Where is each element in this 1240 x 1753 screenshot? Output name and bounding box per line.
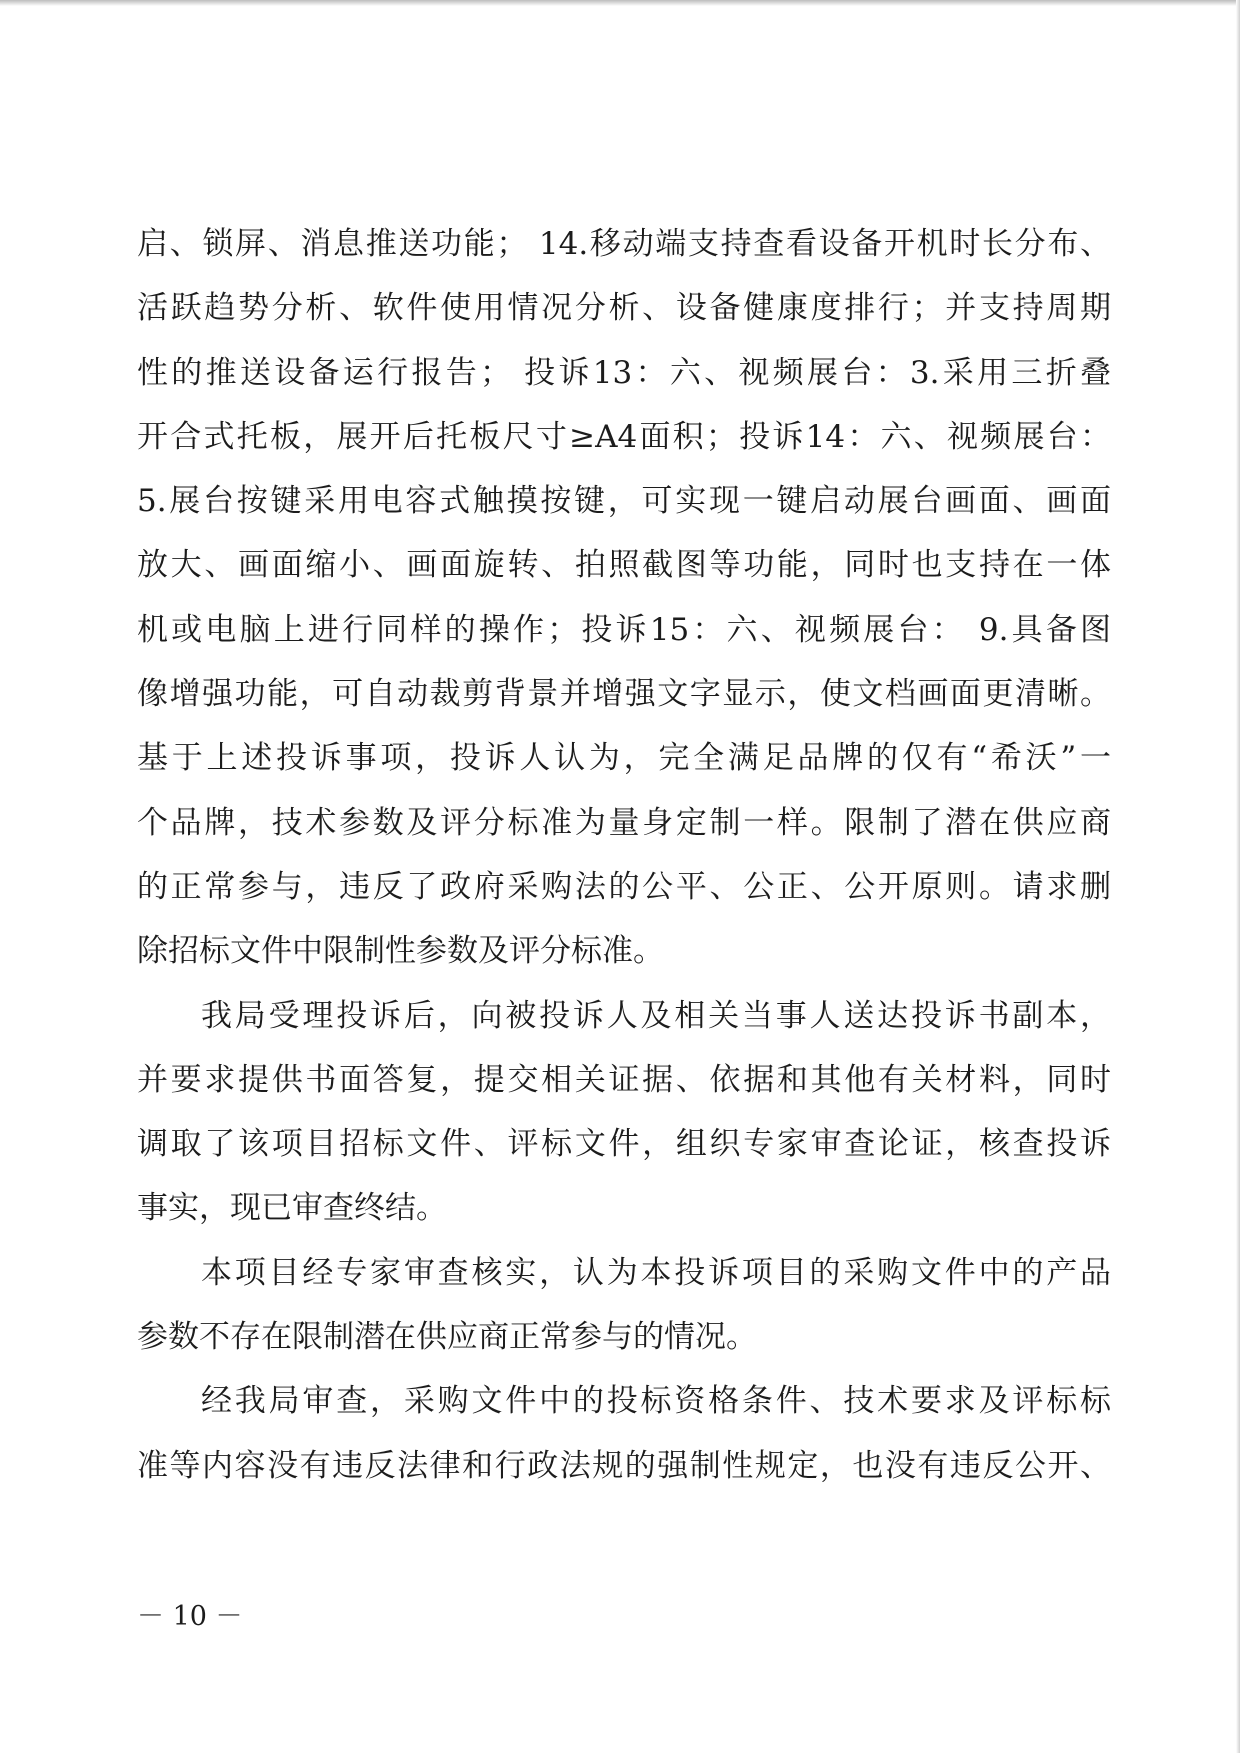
text-line: 性的推送设备运行报告； 投诉13：六、视频展台：3.采用三折叠 xyxy=(137,354,1111,391)
text-line: 事实，现已审查终结。 xyxy=(137,1190,447,1227)
text-line: 基于上述投诉事项，投诉人认为，完全满足品牌的仅有“希沃”一 xyxy=(137,740,1111,777)
text-line: 调取了该项目招标文件、评标文件，组织专家审查论证，核查投诉 xyxy=(137,1126,1111,1163)
text-line: 经我局审查，采购文件中的投标资格条件、技术要求及评标标 xyxy=(201,1383,1111,1420)
text-line: 活跃趋势分析、软件使用情况分析、设备健康度排行；并支持周期 xyxy=(137,290,1111,327)
text-line: 开合式托板，展开后托板尺寸≥A4面积；投诉14：六、视频展台： xyxy=(137,418,1111,455)
text-line: 像增强功能，可自动裁剪背景并增强文字显示，使文档画面更清晰。 xyxy=(137,676,1111,713)
scan-edge-right xyxy=(1236,0,1240,1753)
text-line: 本项目经专家审查核实，认为本投诉项目的采购文件中的产品 xyxy=(201,1254,1111,1291)
text-line: 机或电脑上进行同样的操作；投诉15：六、视频展台： 9.具备图 xyxy=(137,611,1111,648)
text-line: 的正常参与，违反了政府采购法的公平、公正、公开原则。请求删 xyxy=(137,868,1111,905)
text-line: 并要求提供书面答复，提交相关证据、依据和其他有关材料，同时 xyxy=(137,1061,1111,1098)
scan-edge-top xyxy=(0,0,1240,6)
text-line: 放大、画面缩小、画面旋转、拍照截图等功能，同时也支持在一体 xyxy=(137,547,1111,584)
page-number: － 10 － xyxy=(137,1601,243,1632)
text-line: 启、锁屏、消息推送功能； 14.移动端支持查看设备开机时长分布、 xyxy=(137,226,1111,262)
text-line: 个品牌，技术参数及评分标准为量身定制一样。限制了潜在供应商 xyxy=(137,804,1111,841)
text-line: 5.展台按键采用电容式触摸按键，可实现一键启动展台画面、画面 xyxy=(137,483,1111,520)
text-line: 除招标文件中限制性参数及评分标准。 xyxy=(137,933,664,970)
text-line: 我局受理投诉后，向被投诉人及相关当事人送达投诉书副本， xyxy=(201,997,1111,1034)
text-line: 准等内容没有违反法律和行政法规的强制性规定，也没有违反公开、 xyxy=(137,1447,1111,1484)
text-line: 参数不存在限制潜在供应商正常参与的情况。 xyxy=(137,1319,757,1356)
body-text xyxy=(137,212,1111,1498)
